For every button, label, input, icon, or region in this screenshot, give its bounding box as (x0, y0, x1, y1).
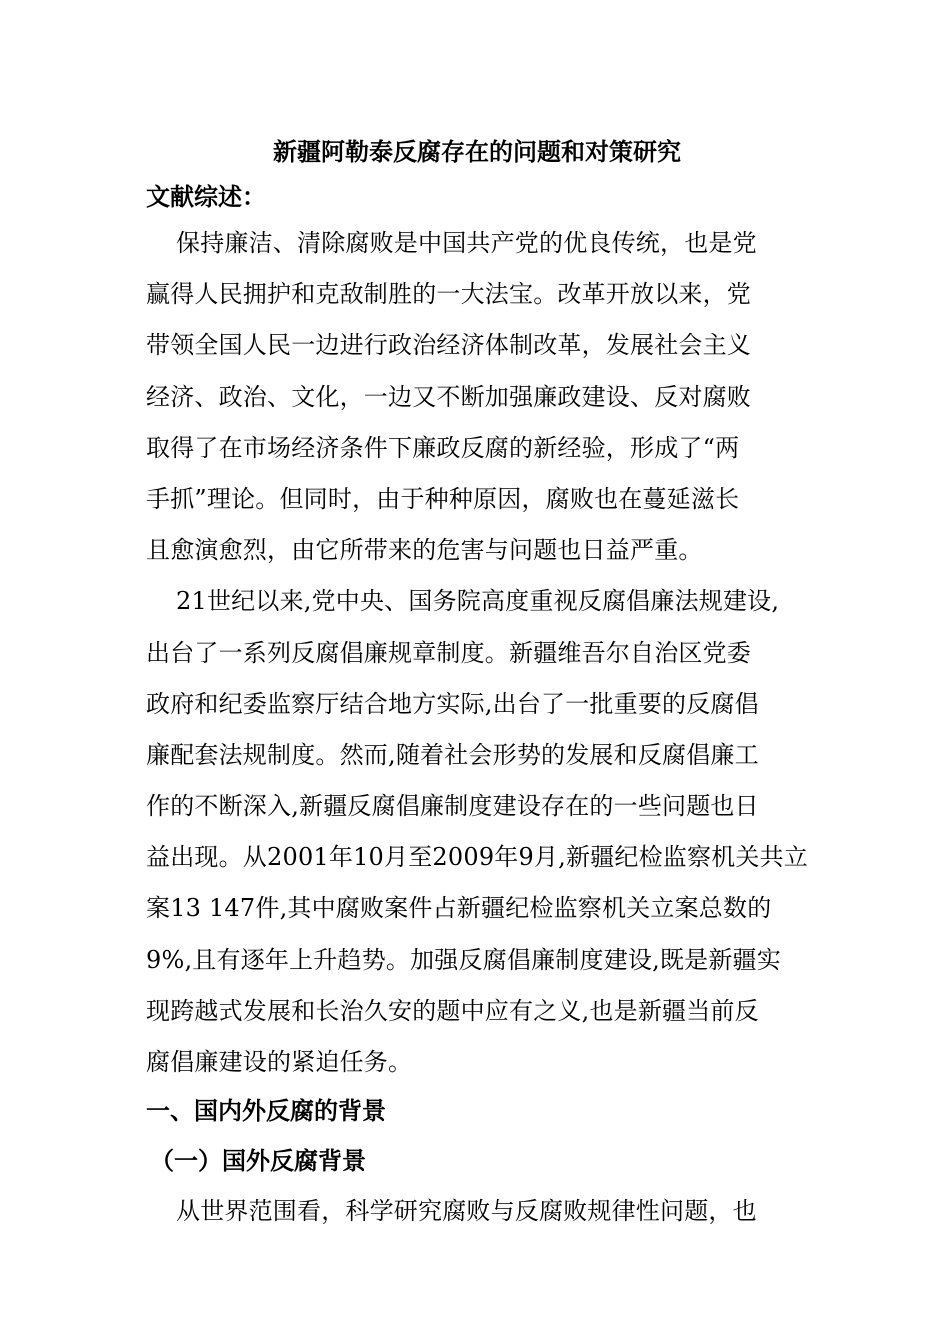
paragraph-line: 赢得人民拥护和克敌制胜的一大法宝。改革开放以来，党 (146, 280, 751, 309)
paragraph-line: 21世纪以来,党中央、国务院高度重视反腐倡廉法规建设, (176, 587, 780, 616)
paragraph-line: 经济、政治、文化，一边又不断加强廉政建设、反对腐败 (146, 382, 751, 411)
paragraph-line: 益出现。从2001年10月至2009年9月,新疆纪检监察机关共立 (146, 843, 808, 872)
paragraph-line: 取得了在市场经济条件下廉政反腐的新经验，形成了“两 (146, 433, 740, 462)
paragraph-line: 政府和纪委监察厅结合地方实际,出台了一批重要的反腐倡 (146, 689, 759, 718)
paragraph-line: 且愈演愈烈，由它所带来的危害与问题也日益严重。 (146, 536, 703, 565)
document-title: 新疆阿勒泰反腐存在的问题和对策研究 (273, 138, 681, 166)
paragraph-line: 手抓”理论。但同时，由于种种原因，腐败也在蔓延滋长 (146, 484, 740, 513)
section-heading-literature-review: 文献综述： (146, 183, 266, 211)
paragraph-3 (146, 1186, 808, 1237)
paragraph-2 (146, 576, 808, 1088)
paragraph-line: 现跨越式发展和长治久安的题中应有之义,也是新疆当前反 (146, 996, 759, 1025)
paragraph-line: 作的不断深入,新疆反腐倡廉制度建设存在的一些问题也日 (146, 792, 759, 821)
document-body (146, 128, 808, 1237)
paragraph-line: 案13 147件,其中腐败案件占新疆纪检监察机关立案总数的 (146, 894, 772, 923)
paragraph-line: 腐倡廉建设的紧迫任务。 (146, 1048, 413, 1076)
subsection-heading-foreign-background: （一）国外反腐背景 (150, 1147, 366, 1176)
paragraph-line: 保持廉洁、清除腐败是中国共产党的优良传统，也是党 (176, 229, 757, 257)
paragraph-1 (146, 218, 808, 576)
paragraph-line: 出台了一系列反腐倡廉规章制度。新疆维吾尔自治区党委 (146, 638, 751, 667)
paragraph-line: 带领全国人民一边进行政治经济体制改革，发展社会主义 (146, 331, 751, 360)
paragraph-line: 廉配套法规制度。然而,随着社会形势的发展和反腐倡廉工 (146, 740, 759, 769)
section-heading-background: 一、国内外反腐的背景 (146, 1097, 386, 1126)
paragraph-line: 9%,且有逐年上升趋势。加强反腐倡廉制度建设,既是新疆实 (146, 945, 781, 974)
paragraph-line: 从世界范围看，科学研究腐败与反腐败规律性问题，也 (176, 1197, 757, 1226)
